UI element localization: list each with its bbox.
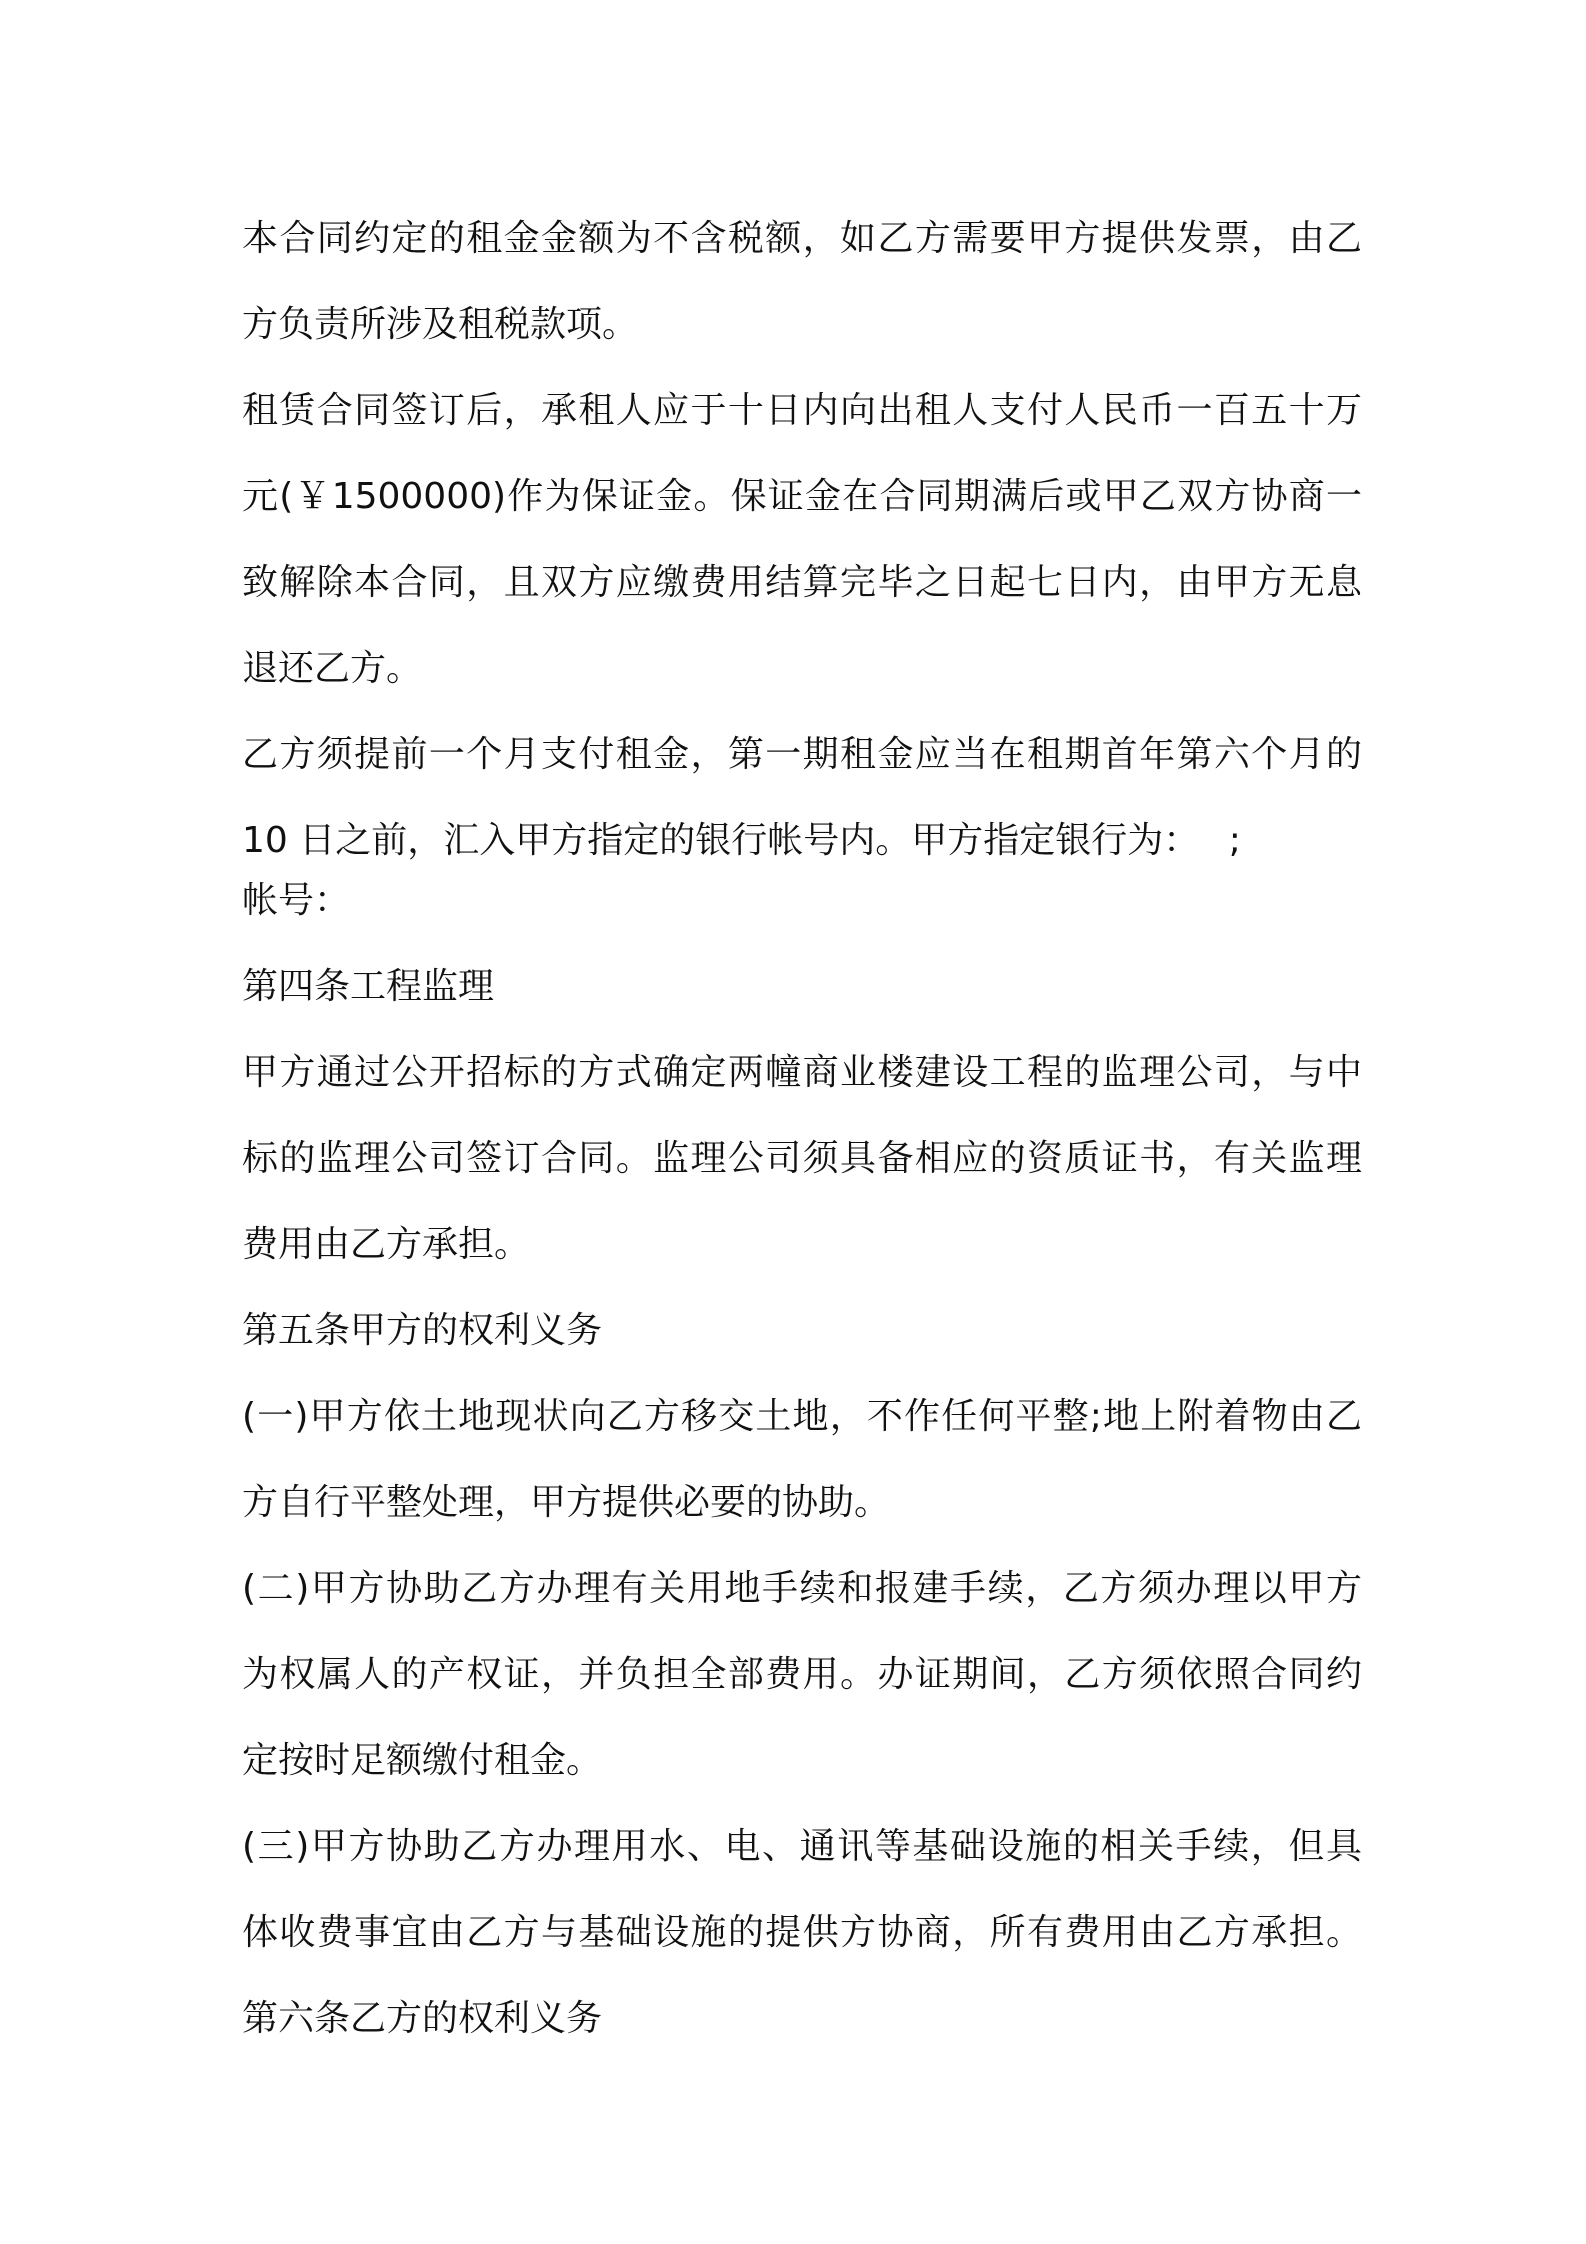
text-line: 费用由乙方承担。: [242, 1224, 531, 1265]
text-line: 方自行平整处理，甲方提供必要的协助。: [242, 1482, 891, 1523]
text-line: (三)甲方协助乙方办理用水、电、通讯等基础设施的相关手续，但具: [242, 1826, 1362, 1867]
section-heading: 第六条乙方的权利义务: [242, 1998, 603, 2039]
text-line: 本合同约定的租金金额为不含税额，如乙方需要甲方提供发票，由乙: [242, 218, 1362, 259]
text-line: 定按时足额缴付租金。: [242, 1740, 603, 1781]
text-line: (一)甲方依土地现状向乙方移交土地，不作任何平整;地上附着物由乙: [242, 1396, 1362, 1437]
text-line: 致解除本合同，且双方应缴费用结算完毕之日起七日内，由甲方无息: [242, 562, 1362, 603]
text-line: (二)甲方协助乙方办理有关用地手续和报建手续，乙方须办理以甲方: [242, 1568, 1362, 1609]
text-line: 帐号：: [242, 880, 351, 921]
text-line: 体收费事宜由乙方与基础设施的提供方协商，所有费用由乙方承担。: [242, 1912, 1362, 1953]
text-line: 10 日之前，汇入甲方指定的银行帐号内。甲方指定银行为： ;: [242, 820, 1241, 861]
text-line: 方负责所涉及租税款项。: [242, 304, 639, 345]
text-line: 为权属人的产权证，并负担全部费用。办证期间，乙方须依照合同约: [242, 1654, 1362, 1695]
text-line: 退还乙方。: [242, 648, 423, 689]
section-heading: 第四条工程监理: [242, 966, 495, 1007]
text-line: 甲方通过公开招标的方式确定两幢商业楼建设工程的监理公司，与中: [242, 1052, 1362, 1093]
section-heading: 第五条甲方的权利义务: [242, 1310, 603, 1351]
text-line: 乙方须提前一个月支付租金，第一期租金应当在租期首年第六个月的: [242, 734, 1362, 775]
text-line: 元(￥1500000)作为保证金。保证金在合同期满后或甲乙双方协商一: [242, 476, 1362, 517]
text-line: 租赁合同签订后，承租人应于十日内向出租人支付人民币一百五十万: [242, 390, 1362, 431]
document-body: [242, 196, 1362, 2062]
text-line: 标的监理公司签订合同。监理公司须具备相应的资质证书，有关监理: [242, 1138, 1362, 1179]
